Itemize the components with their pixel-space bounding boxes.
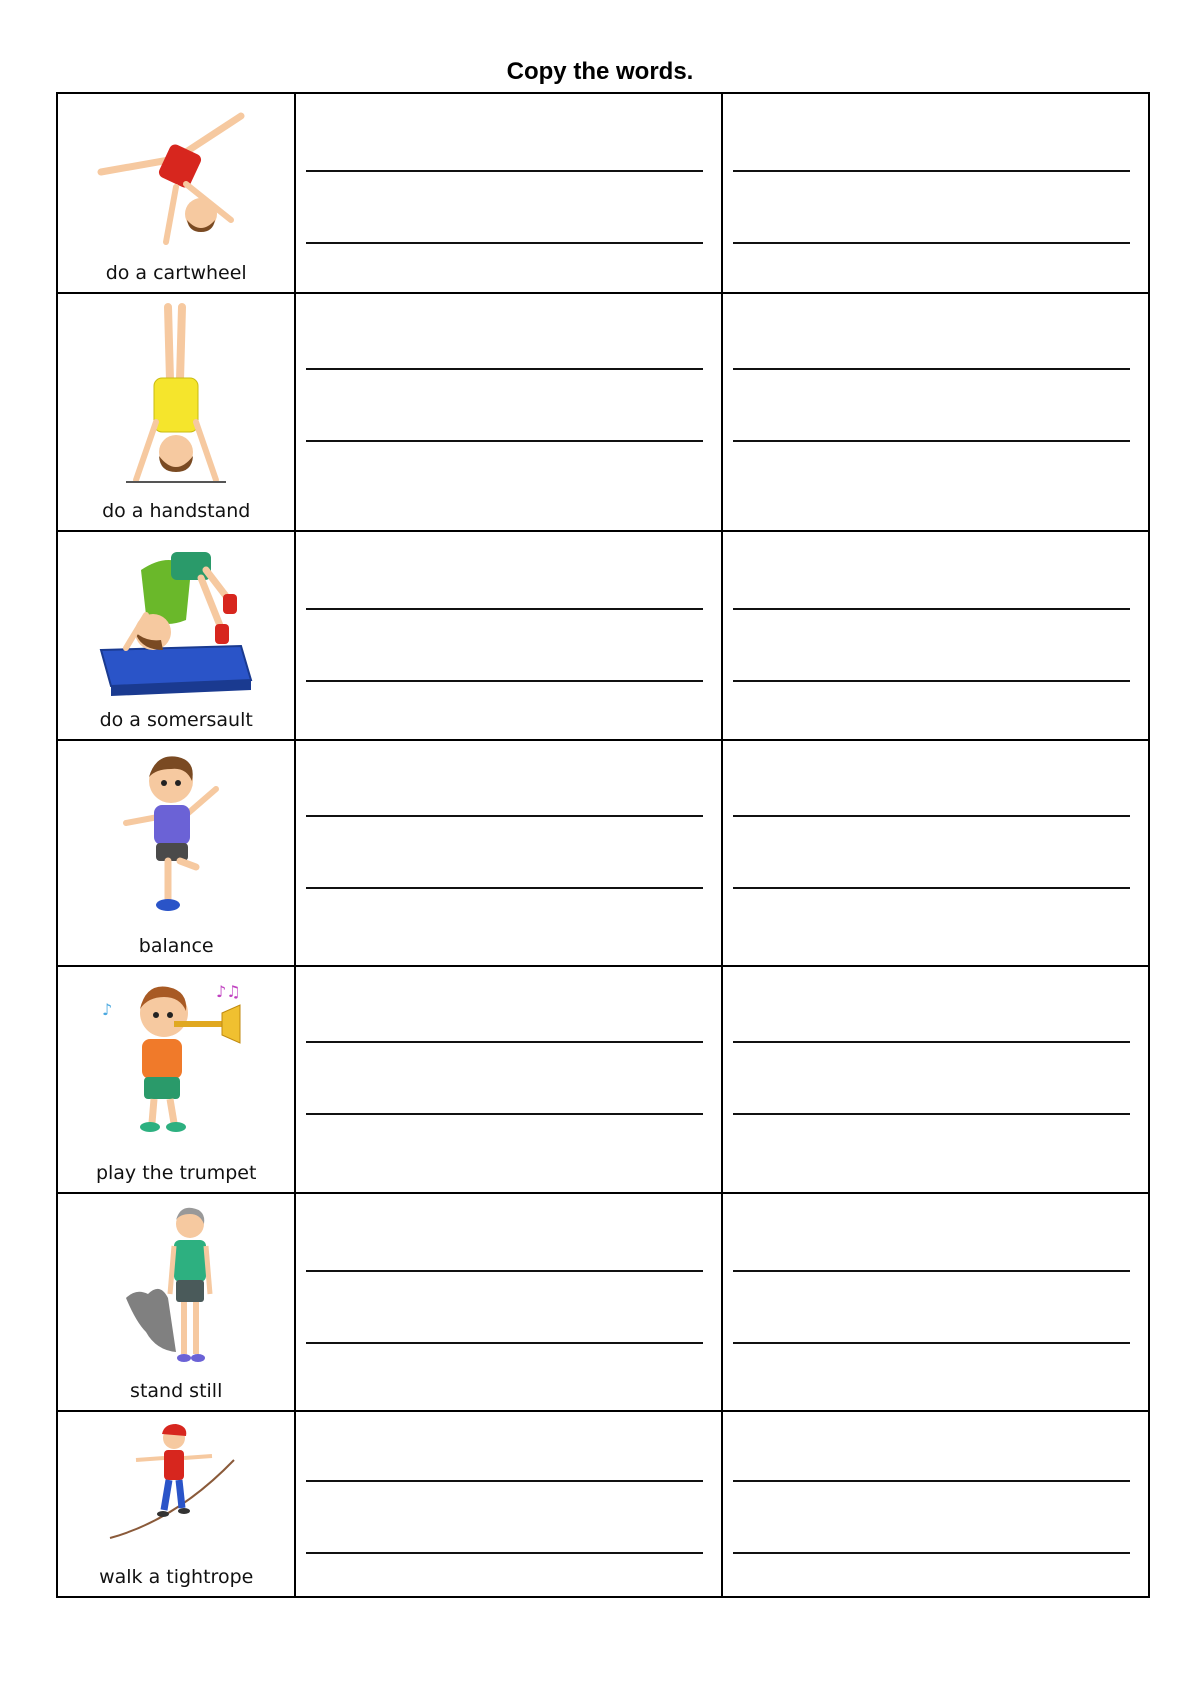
writing-cell[interactable] — [295, 1193, 722, 1411]
activity-caption: balance — [138, 935, 214, 957]
writing-line[interactable] — [733, 887, 1130, 889]
writing-cell[interactable] — [722, 93, 1149, 293]
writing-cell[interactable] — [722, 293, 1149, 531]
writing-line[interactable] — [306, 608, 703, 610]
activity-caption: do a handstand — [102, 500, 251, 522]
writing-line[interactable] — [733, 1041, 1130, 1043]
writing-line[interactable] — [733, 368, 1130, 370]
activity-caption: do a somersault — [99, 709, 253, 731]
svg-text:♪♫: ♪♫ — [216, 982, 241, 1001]
table-row — [57, 531, 1149, 740]
writing-line[interactable] — [733, 1342, 1130, 1344]
activity-caption: walk a tightrope — [99, 1566, 254, 1588]
writing-line[interactable] — [306, 887, 703, 889]
writing-line[interactable] — [733, 608, 1130, 610]
writing-cell[interactable] — [722, 966, 1149, 1193]
writing-line[interactable] — [733, 815, 1130, 817]
copy-words-table — [56, 92, 1150, 1598]
table-row — [57, 293, 1149, 531]
writing-line[interactable] — [733, 680, 1130, 682]
writing-cell[interactable] — [295, 740, 722, 966]
picture-cell — [57, 1193, 295, 1411]
writing-line[interactable] — [306, 1041, 703, 1043]
writing-cell[interactable] — [722, 531, 1149, 740]
balance-icon — [116, 749, 236, 919]
writing-line[interactable] — [306, 1552, 703, 1554]
writing-line[interactable] — [306, 1270, 703, 1272]
writing-cell[interactable] — [295, 293, 722, 531]
writing-line[interactable] — [306, 440, 703, 442]
writing-line[interactable] — [306, 815, 703, 817]
writing-line[interactable] — [733, 170, 1130, 172]
activity-caption: stand still — [130, 1380, 223, 1402]
picture-cell — [57, 293, 295, 531]
table-row — [57, 93, 1149, 293]
writing-line[interactable] — [733, 1480, 1130, 1482]
picture-cell — [57, 740, 295, 966]
somersault-icon — [91, 540, 261, 700]
tightrope-icon — [106, 1420, 246, 1550]
table-row — [57, 966, 1149, 1193]
writing-line[interactable] — [306, 368, 703, 370]
writing-line[interactable] — [733, 440, 1130, 442]
writing-line[interactable] — [306, 1113, 703, 1115]
writing-cell[interactable] — [722, 1193, 1149, 1411]
worksheet-title: Copy the words. — [506, 58, 694, 85]
writing-cell[interactable] — [295, 93, 722, 293]
writing-cell[interactable] — [722, 1411, 1149, 1597]
writing-cell[interactable] — [295, 531, 722, 740]
writing-line[interactable] — [733, 1270, 1130, 1272]
picture-cell — [57, 531, 295, 740]
table-row — [57, 1411, 1149, 1597]
writing-cell[interactable] — [295, 966, 722, 1193]
writing-cell[interactable] — [722, 740, 1149, 966]
writing-line[interactable] — [306, 242, 703, 244]
picture-cell — [57, 93, 295, 293]
writing-cell[interactable] — [295, 1411, 722, 1597]
svg-text:♪: ♪ — [102, 1000, 113, 1019]
stand-still-icon — [116, 1202, 236, 1372]
writing-line[interactable] — [306, 1342, 703, 1344]
table-row — [57, 740, 1149, 966]
picture-cell — [57, 1411, 295, 1597]
writing-line[interactable] — [306, 680, 703, 682]
writing-line[interactable] — [733, 1552, 1130, 1554]
writing-line[interactable] — [306, 170, 703, 172]
table-row — [57, 1193, 1149, 1411]
activity-caption: play the trumpet — [95, 1162, 257, 1184]
writing-line[interactable] — [733, 242, 1130, 244]
activity-caption: do a cartwheel — [105, 262, 247, 284]
trumpet-icon — [96, 975, 256, 1135]
picture-cell — [57, 966, 295, 1193]
writing-line[interactable] — [733, 1113, 1130, 1115]
cartwheel-icon — [91, 102, 261, 252]
writing-line[interactable] — [306, 1480, 703, 1482]
handstand-icon — [116, 302, 236, 487]
